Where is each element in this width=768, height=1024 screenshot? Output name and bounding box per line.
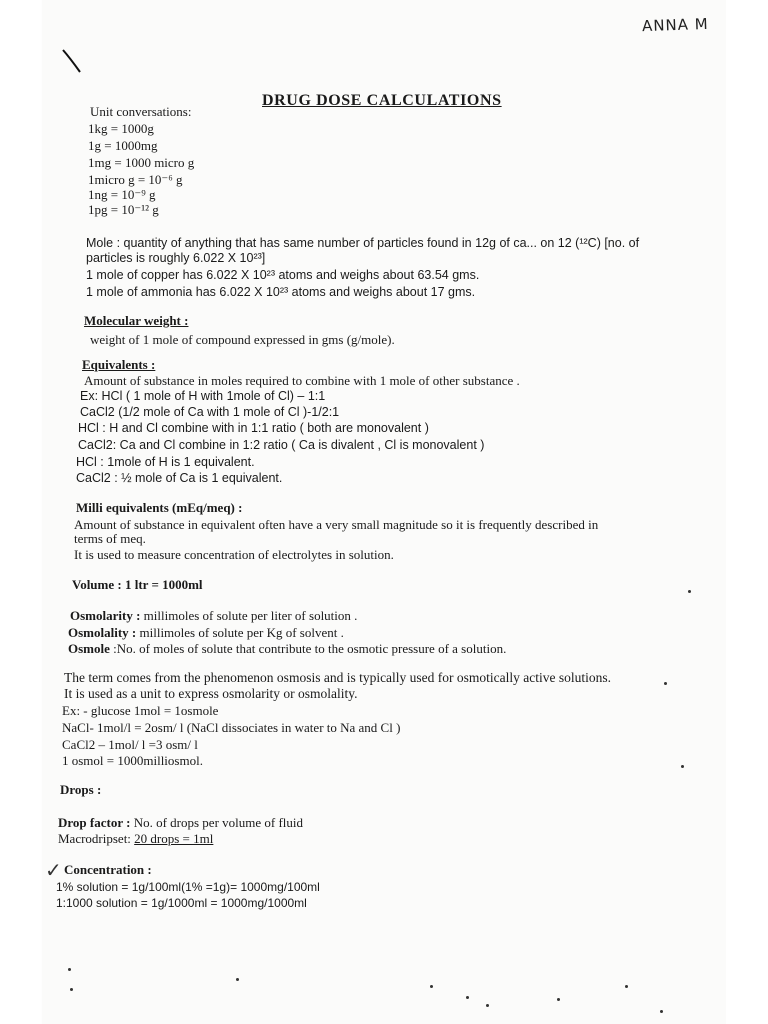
unit-line: 1kg = 1000g — [88, 121, 154, 136]
osmole-text: :No. of moles of solute that contribute to the osmotic pressure of a solution. — [109, 641, 507, 656]
osmol-description-line: 1 osmol = 1000milliosmol. — [62, 753, 203, 768]
mole-definition-cont: particles is roughly 6.022 X 10²³] — [86, 251, 266, 265]
osmol-description-line: CaCl2 – 1mol/ l =3 osm/ l — [62, 737, 198, 752]
drops-heading: Drops : — [60, 782, 102, 797]
osmolarity-term: Osmolarity : — [70, 608, 141, 623]
equivalents-line: CaCl2 : ½ mole of Ca is 1 equivalent. — [76, 471, 283, 485]
equivalents-line: HCl : 1mole of H is 1 equivalent. — [76, 455, 255, 469]
osmolality-text: millimoles of solute per Kg of solvent . — [136, 625, 344, 640]
page-title: DRUG DOSE CALCULATIONS — [262, 92, 502, 109]
scan-speck — [486, 1004, 489, 1007]
volume-line — [72, 577, 203, 592]
milli-equivalents-line: Amount of substance in equivalent often have a very small magnitude so it is frequently described in — [74, 517, 599, 532]
milli-equivalents-line: terms of meq. — [74, 531, 146, 546]
equivalents-line: Ex: HCl ( 1 mole of H with 1mole of Cl) – 1:1 — [80, 389, 326, 403]
mole-ammonia: 1 mole of ammonia has 6.022 X 10²³ atoms and weighs about 17 gms. — [86, 285, 476, 299]
mole-definition: Mole : quantity of anything that has same number of particles found in 12g of ca... on 12 (¹²C) [no. of — [86, 236, 640, 250]
osmol-description-line: The term comes from the phenomenon osmosis and is typically used for osmotically active solutions. — [64, 670, 612, 685]
check-mark-icon: ✓ — [45, 858, 62, 882]
scan-speck — [660, 1010, 663, 1013]
milli-equivalents-heading: Milli equivalents (mEq/meq) : — [76, 500, 243, 515]
scan-speck — [236, 978, 239, 981]
osmolality-line — [68, 625, 344, 640]
macrodripset-line — [58, 831, 213, 846]
milli-equivalents-line: It is used to measure concentration of electrolytes in solution. — [74, 547, 394, 562]
osmole-term: Osmole — [68, 641, 110, 656]
unit-line: 1micro g = 10⁻⁶ g — [88, 172, 183, 187]
scan-speck — [68, 968, 71, 971]
equivalents-line: HCl : H and Cl combine with in 1:1 ratio ( both are monovalent ) — [78, 421, 429, 435]
equivalents-line: Amount of substance in moles required to combine with 1 mole of other substance . — [84, 373, 520, 388]
unit-line: 1g = 1000mg — [88, 138, 158, 153]
scan-speck — [557, 998, 560, 1001]
scan-speck — [664, 682, 667, 685]
unit-line: 1pg = 10⁻¹² g — [88, 202, 159, 217]
pen-mark-icon — [62, 48, 82, 74]
scan-speck — [466, 996, 469, 999]
osmol-description-line: Ex: - glucose 1mol = 1osmole — [62, 703, 219, 718]
scan-speck — [430, 985, 433, 988]
macrodripset-label: Macrodripset: — [58, 831, 135, 846]
volume-label: Volume : — [72, 577, 122, 592]
molecular-weight-text: weight of 1 mole of compound expressed in gms (g/mole). — [90, 332, 395, 347]
page-margin — [726, 0, 768, 1024]
scan-speck — [681, 765, 684, 768]
osmolarity-text: millimoles of solute per liter of solution . — [140, 608, 358, 623]
osmol-description-line: It is used as a unit to express osmolarity or osmolality. — [64, 686, 358, 701]
concentration-line: 1:1000 solution = 1g/1000ml = 1000mg/1000ml — [56, 896, 307, 910]
concentration-heading: Concentration : — [64, 862, 152, 877]
equivalents-heading: Equivalents : — [82, 357, 156, 372]
volume-value: 1 ltr = 1000ml — [124, 577, 203, 592]
concentration-line: 1% solution = 1g/100ml(1% =1g)= 1000mg/100ml — [56, 880, 320, 894]
macrodripset-value: 20 drops = 1ml — [134, 831, 214, 846]
scan-speck — [70, 988, 73, 991]
handwritten-name: ANNA M — [641, 14, 709, 36]
equivalents-line: CaCl2: Ca and Cl combine in 1:2 ratio ( Ca is divalent , Cl is monovalent ) — [78, 438, 485, 452]
scan-speck — [688, 590, 691, 593]
scan-speck — [625, 985, 628, 988]
unit-line: 1ng = 10⁻⁹ g — [88, 187, 156, 202]
mole-copper: 1 mole of copper has 6.022 X 10²³ atoms and weighs about 63.54 gms. — [86, 268, 480, 282]
osmolarity-line — [70, 608, 357, 623]
unit-line: 1mg = 1000 micro g — [88, 155, 195, 170]
equivalents-line: CaCl2 (1/2 mole of Ca with 1 mole of Cl )-1/2:1 — [80, 405, 340, 419]
drop-factor-text: No. of drops per volume of fluid — [130, 815, 304, 830]
osmolality-term: Osmolality : — [68, 625, 137, 640]
molecular-weight-heading: Molecular weight : — [84, 313, 189, 328]
drop-factor-line — [58, 815, 303, 830]
osmole-line — [68, 641, 506, 656]
drop-factor-term: Drop factor : — [58, 815, 131, 830]
unit-conversions-heading: Unit conversations: — [90, 104, 192, 119]
osmol-description-line: NaCl- 1mol/l = 2osm/ l (NaCl dissociates in water to Na and Cl ) — [62, 720, 401, 735]
